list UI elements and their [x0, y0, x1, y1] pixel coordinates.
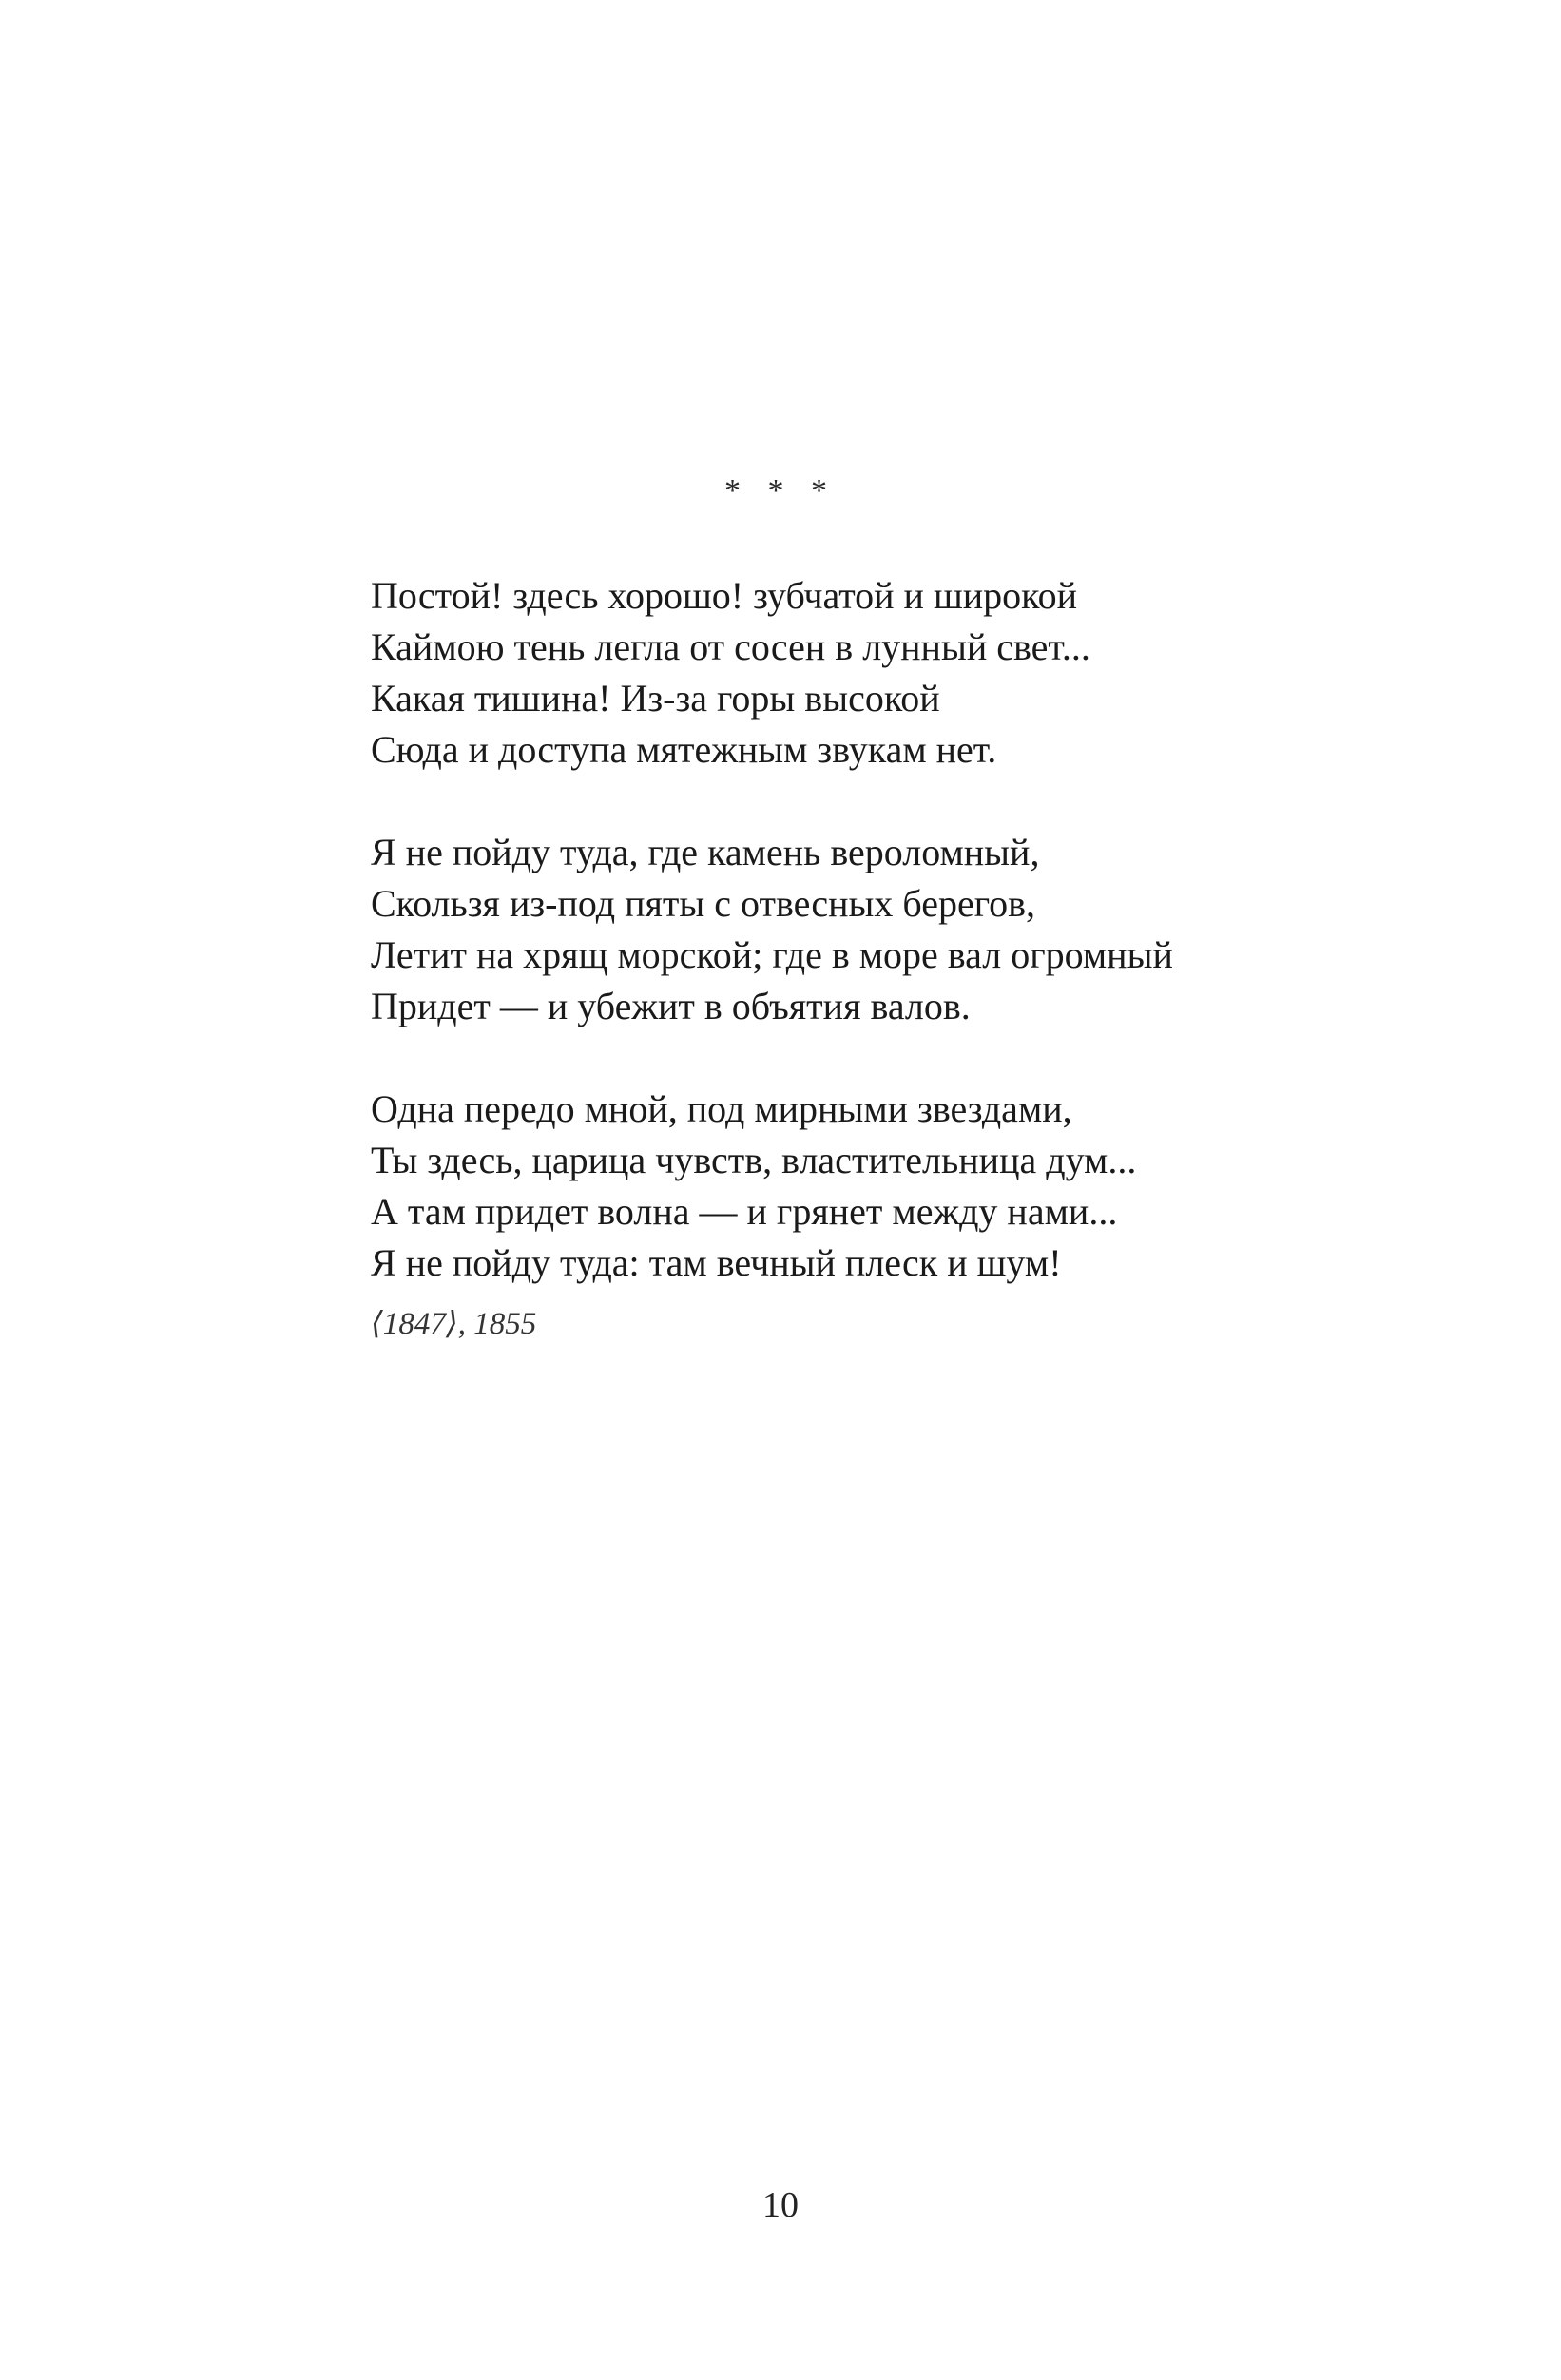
section-ornament: * * * [724, 473, 837, 509]
poem-line: Скользя из-под пяты с отвесных берегов, [371, 882, 1036, 925]
stanza-3 [371, 1084, 1369, 1289]
poem-line: Я не пойду туда: там вечный плеск и шум! [371, 1241, 1062, 1284]
poem-line: Каймою тень легла от сосен в лунный свет... [371, 625, 1090, 668]
poem-line: Я не пойду туда, где камень вероломный, [371, 831, 1040, 873]
poem-line: Сюда и доступа мятежным звукам нет. [371, 728, 997, 771]
poem-line: А там придет волна — и грянет между нами... [371, 1190, 1118, 1233]
stanza-2 [371, 827, 1369, 1032]
page-number: 10 [762, 2185, 799, 2225]
poem [371, 570, 1369, 1342]
poem-line: Придет — и убежит в объятия валов. [371, 985, 971, 1027]
poem-date: ⟨1847⟩, 1855 [371, 1307, 537, 1341]
stanza-1 [371, 570, 1369, 776]
poem-line: Ты здесь, царица чувств, властительница дум... [371, 1139, 1137, 1181]
poem-line: Постой! здесь хорошо! зубчатой и широкой [371, 574, 1077, 617]
poem-line: Какая тишина! Из-за горы высокой [371, 677, 940, 720]
poem-line: Одна передо мной, под мирными звездами, [371, 1087, 1072, 1130]
poem-line: Летит на хрящ морской; где в море вал огромный [371, 933, 1173, 976]
